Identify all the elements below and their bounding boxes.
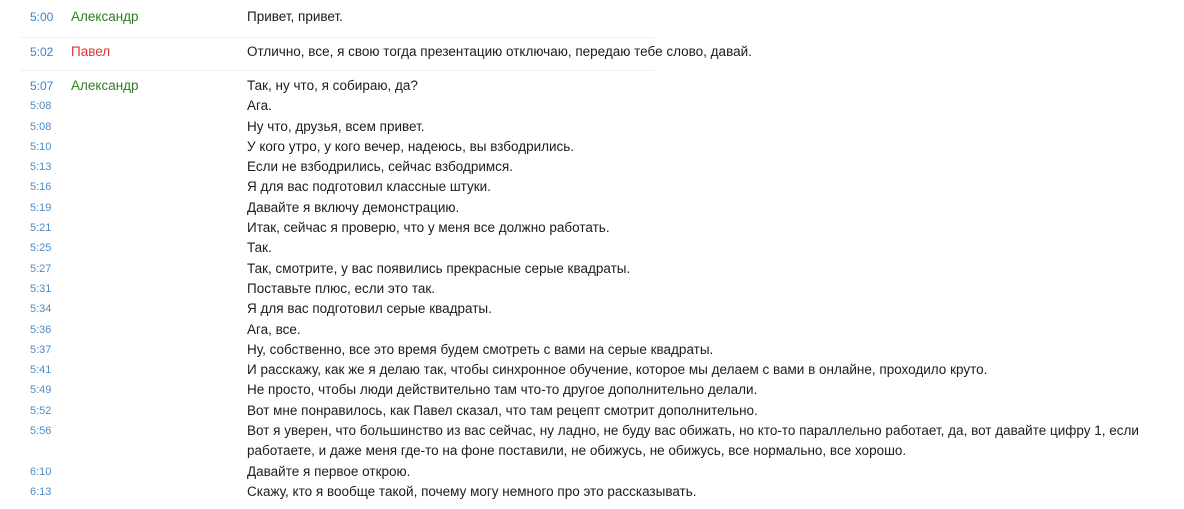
transcript-line[interactable] <box>0 42 1184 62</box>
transcript-line[interactable] <box>0 401 1184 421</box>
transcript-line[interactable] <box>0 198 1184 218</box>
transcript-line[interactable] <box>0 137 1184 157</box>
timestamp[interactable]: 5:00 <box>30 10 54 24</box>
utterance-block <box>0 70 1184 499</box>
utterance-text: Я для вас подготовил классные штуки. <box>247 179 491 195</box>
timestamp[interactable]: 5:08 <box>30 100 52 113</box>
utterance-text: Ага. <box>247 98 272 114</box>
transcript-line[interactable] <box>0 380 1184 400</box>
utterance-text: Не просто, чтобы люди действительно там что-то другое дополнительно делали. <box>247 382 758 398</box>
transcript-line[interactable] <box>0 177 1184 197</box>
utterance-text: Ага, все. <box>247 321 301 337</box>
utterance-text: Вот мне понравилось, как Павел сказал, что там рецепт смотрит дополнительно. <box>247 402 758 418</box>
timestamp[interactable]: 5:08 <box>30 120 52 133</box>
transcript-line[interactable] <box>0 157 1184 177</box>
transcript-line[interactable] <box>0 7 1184 27</box>
utterance-text: Скажу, кто я вообще такой, почему могу немного про это рассказывать. <box>247 483 697 499</box>
timestamp[interactable]: 5:37 <box>30 343 52 356</box>
timestamp[interactable]: 5:25 <box>30 242 52 255</box>
timestamp[interactable]: 5:49 <box>30 384 52 397</box>
timestamp[interactable]: 5:41 <box>30 364 52 377</box>
utterance-text: Если не взбодрились, сейчас взбодримся. <box>247 159 513 175</box>
utterance-block <box>0 0 1184 24</box>
transcript-line[interactable] <box>0 482 1184 502</box>
timestamp[interactable]: 5:34 <box>30 303 52 316</box>
timestamp[interactable]: 5:27 <box>30 262 52 275</box>
utterance-text: Так, смотрите, у вас появились прекрасные серые квадраты. <box>247 260 631 276</box>
transcript-line[interactable] <box>0 76 1184 96</box>
speaker-name: Александр <box>71 9 139 24</box>
timestamp[interactable]: 6:13 <box>30 485 52 498</box>
speaker-name: Павел <box>71 44 111 59</box>
transcript-line[interactable] <box>0 96 1184 116</box>
transcript-line[interactable] <box>0 218 1184 238</box>
timestamp[interactable]: 5:19 <box>30 201 52 214</box>
timestamp[interactable]: 5:31 <box>30 282 52 295</box>
transcript-line[interactable] <box>0 279 1184 299</box>
transcript-line[interactable] <box>0 421 1184 462</box>
speaker-name: Александр <box>71 78 139 93</box>
utterance-block <box>0 36 1184 59</box>
utterance-text: Ну, собственно, все это время будем смотреть с вами на серые квадраты. <box>247 341 714 357</box>
transcript-line[interactable] <box>0 340 1184 360</box>
utterance-text: И расскажу, как же я делаю так, чтобы синхронное обучение, которое мы делаем с вами в онлайне, проходило круто. <box>247 362 988 378</box>
utterance-text: Ну что, друзья, всем привет. <box>247 118 425 134</box>
timestamp[interactable]: 5:16 <box>30 181 52 194</box>
timestamp[interactable]: 5:10 <box>30 140 52 153</box>
transcript-line[interactable] <box>0 259 1184 279</box>
transcript-line[interactable] <box>0 320 1184 340</box>
utterance-text: Вот я уверен, что большинство из вас сейчас, ну ладно, не буду вас обижать, но кто-то параллельно работает, да, вот давайте цифру 1, если работаете, и даже меня где-то на фоне поставили, не обижусь, не обижусь, все нормально, все хорошо. <box>247 423 1139 459</box>
utterance-text: Привет, привет. <box>247 9 343 24</box>
transcript-line[interactable] <box>0 299 1184 319</box>
utterance-text: Я для вас подготовил серые квадраты. <box>247 301 492 317</box>
utterance-text: Отлично, все, я свою тогда презентацию отключаю, передаю тебе слово, давай. <box>247 44 752 59</box>
utterance-text: Так, ну что, я собираю, да? <box>247 78 418 93</box>
utterance-text: Давайте я включу демонстрацию. <box>247 199 460 215</box>
timestamp[interactable]: 6:10 <box>30 465 52 478</box>
timestamp[interactable]: 5:21 <box>30 222 52 235</box>
utterance-text: Давайте я первое открою. <box>247 463 411 479</box>
timestamp[interactable]: 5:02 <box>30 45 54 59</box>
utterance-text: Так. <box>247 240 272 256</box>
timestamp[interactable]: 5:13 <box>30 161 52 174</box>
timestamp[interactable]: 5:36 <box>30 323 52 336</box>
timestamp[interactable]: 5:52 <box>30 404 52 417</box>
utterance-text: Поставьте плюс, если это так. <box>247 280 436 296</box>
transcript-line[interactable] <box>0 238 1184 258</box>
utterance-text: Итак, сейчас я проверю, что у меня все должно работать. <box>247 220 610 236</box>
timestamp[interactable]: 5:07 <box>30 79 54 93</box>
utterance-text: У кого утро, у кого вечер, надеюсь, вы взбодрились. <box>247 138 575 154</box>
transcript-line[interactable] <box>0 360 1184 380</box>
timestamp[interactable]: 5:56 <box>30 425 52 438</box>
transcript-line[interactable] <box>0 117 1184 137</box>
transcript-line[interactable] <box>0 462 1184 482</box>
